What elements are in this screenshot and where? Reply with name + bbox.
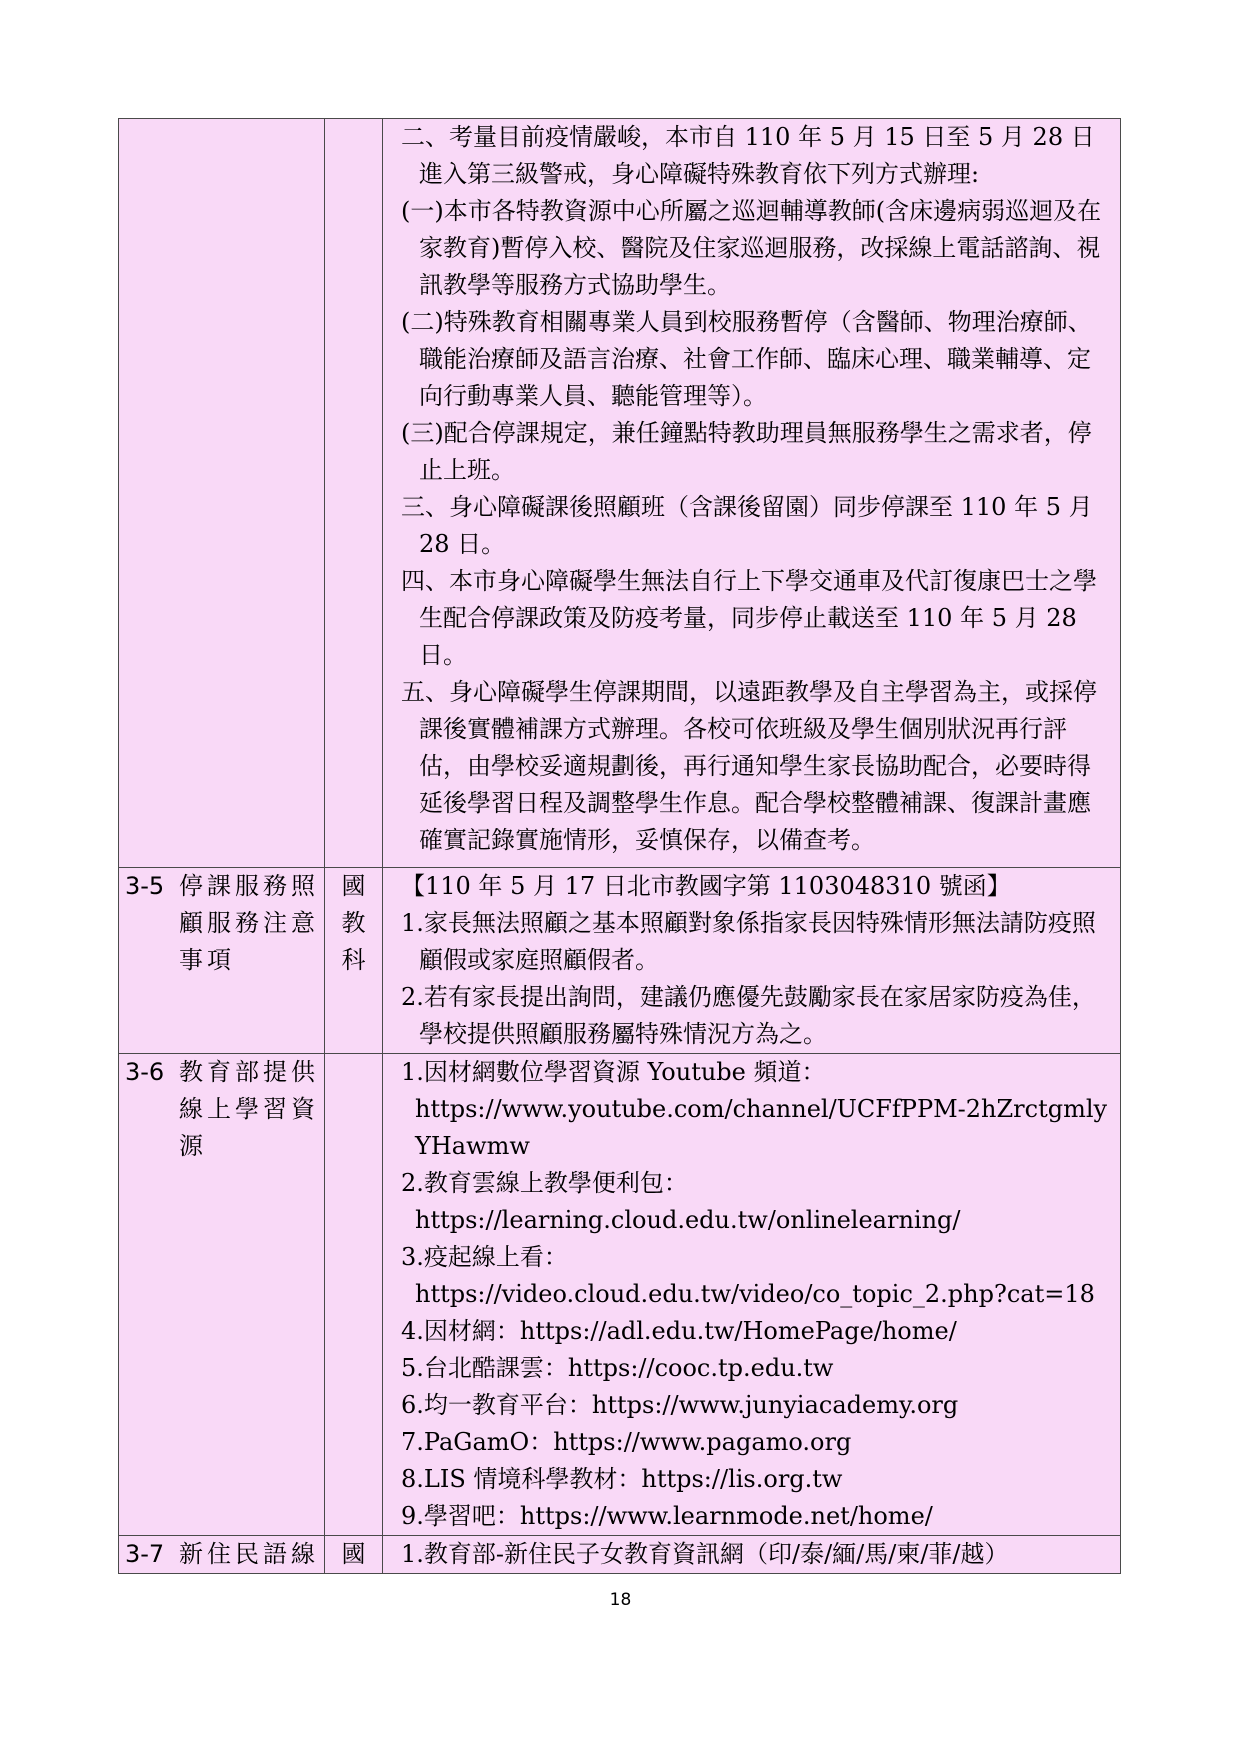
resource-label: 3.疫起線上看： <box>401 1243 568 1271</box>
content-cell <box>383 1536 1121 1574</box>
unit-char: 教 <box>341 909 366 937</box>
resource-item[interactable]: 7.PaGamO：https://www.pagamo.org <box>401 1428 852 1456</box>
item-title: 教育部提供線上學習資源 <box>179 1058 319 1160</box>
resource-item[interactable]: 5.台北酷課雲：https://cooc.tp.edu.tw <box>401 1354 834 1382</box>
paragraph: 1.家長無法照顧之基本照顧對象係指家長因特殊情形無法請防疫照顧假或家庭照顧假者。 <box>401 909 1096 974</box>
item-code: 3-5 <box>125 872 165 900</box>
resource-item[interactable]: 9.學習吧：https://www.learnmode.net/home/ <box>401 1502 933 1530</box>
paragraph: 四、本市身心障礙學生無法自行上下學交通車及代訂復康巴士之學生配合停課政策及防疫考量，同步停止載送至 110 年 5 月 28 日。 <box>401 567 1097 669</box>
unit-char: 科 <box>341 946 366 974</box>
paragraph: 1.教育部-新住民子女教育資訊網（印/泰/緬/馬/柬/菲/越） <box>401 1540 1009 1568</box>
unit-cell <box>325 868 383 1054</box>
item-title: 新住民語線 <box>179 1540 319 1568</box>
paragraph: 2.若有家長提出詢問，建議仍應優先鼓勵家長在家居家防疫為佳，學校提供照顧服務屬特殊情況方為之。 <box>401 983 1096 1048</box>
unit-char: 國 <box>341 1540 366 1568</box>
paragraph: 【110 年 5 月 17 日北市教國字第 1103048310 號函】 <box>401 872 1011 900</box>
table-row <box>119 119 1121 868</box>
unit-cell <box>325 119 383 868</box>
item-cell <box>119 868 325 1054</box>
table-row <box>119 1536 1121 1574</box>
item-cell <box>119 1536 325 1574</box>
resource-link[interactable]: https://www.youtube.com/channel/UCFfPPM-2hZrctgmlyYHawmw <box>415 1095 1108 1160</box>
paragraph: (三)配合停課規定，兼任鐘點特教助理員無服務學生之需求者，停止上班。 <box>401 419 1092 484</box>
item-title: 停課服務照顧服務注意事項 <box>179 872 319 974</box>
content-cell <box>383 119 1121 868</box>
unit-char: 國 <box>341 872 366 900</box>
resource-item[interactable]: 8.LIS 情境科學教材：https://lis.org.tw <box>401 1465 843 1493</box>
resource-item[interactable]: 6.均一教育平台：https://www.junyiacademy.org <box>401 1391 959 1419</box>
unit-cell <box>325 1054 383 1536</box>
content-cell <box>383 1054 1121 1536</box>
item-cell <box>119 1054 325 1536</box>
resource-link[interactable]: https://learning.cloud.edu.tw/onlinelearning/ <box>415 1206 961 1234</box>
resource-item[interactable]: 4.因材網：https://adl.edu.tw/HomePage/home/ <box>401 1317 957 1345</box>
resource-link[interactable]: https://video.cloud.edu.tw/video/co_topic_2.php?cat=18 <box>415 1280 1095 1308</box>
paragraph: 二、考量目前疫情嚴峻，本市自 110 年 5 月 15 日至 5 月 28 日進入第三級警戒，身心障礙特殊教育依下列方式辦理: <box>401 123 1095 188</box>
table-row <box>119 868 1121 1054</box>
unit-cell <box>325 1536 383 1574</box>
table-row <box>119 1054 1121 1536</box>
item-cell <box>119 119 325 868</box>
paragraph: 三、身心障礙課後照顧班（含課後留園）同步停課至 110 年 5 月 28 日。 <box>401 493 1093 558</box>
paragraph: (一)本市各特教資源中心所屬之巡迴輔導教師(含床邊病弱巡迴及在家教育)暫停入校、醫院及住家巡迴服務，改採線上電話諮詢、視訊教學等服務方式協助學生。 <box>401 197 1102 299</box>
content-table <box>118 118 1121 1574</box>
paragraph: (二)特殊教育相關專業人員到校服務暫停（含醫師、物理治療師、職能治療師及語言治療、社會工作師、臨床心理、職業輔導、定向行動專業人員、聽能管理等）。 <box>401 308 1092 410</box>
resource-label: 1.因材網數位學習資源 Youtube 頻道： <box>401 1058 826 1086</box>
item-code: 3-7 <box>125 1540 165 1568</box>
content-cell <box>383 868 1121 1054</box>
resource-label: 2.教育雲線上教學便利包： <box>401 1169 688 1197</box>
page-number: 18 <box>609 1590 632 1610</box>
item-code: 3-6 <box>125 1058 165 1086</box>
paragraph: 五、身心障礙學生停課期間，以遠距教學及自主學習為主，或採停課後實體補課方式辦理。各校可依班級及學生個別狀況再行評估，由學校妥適規劃後，再行通知學生家長協助配合，必要時得延後學習日程及調整學生作息。配合學校整體補課、復課計畫應確實記錄實施情形，妥慎保存，以備查考。 <box>401 678 1097 854</box>
